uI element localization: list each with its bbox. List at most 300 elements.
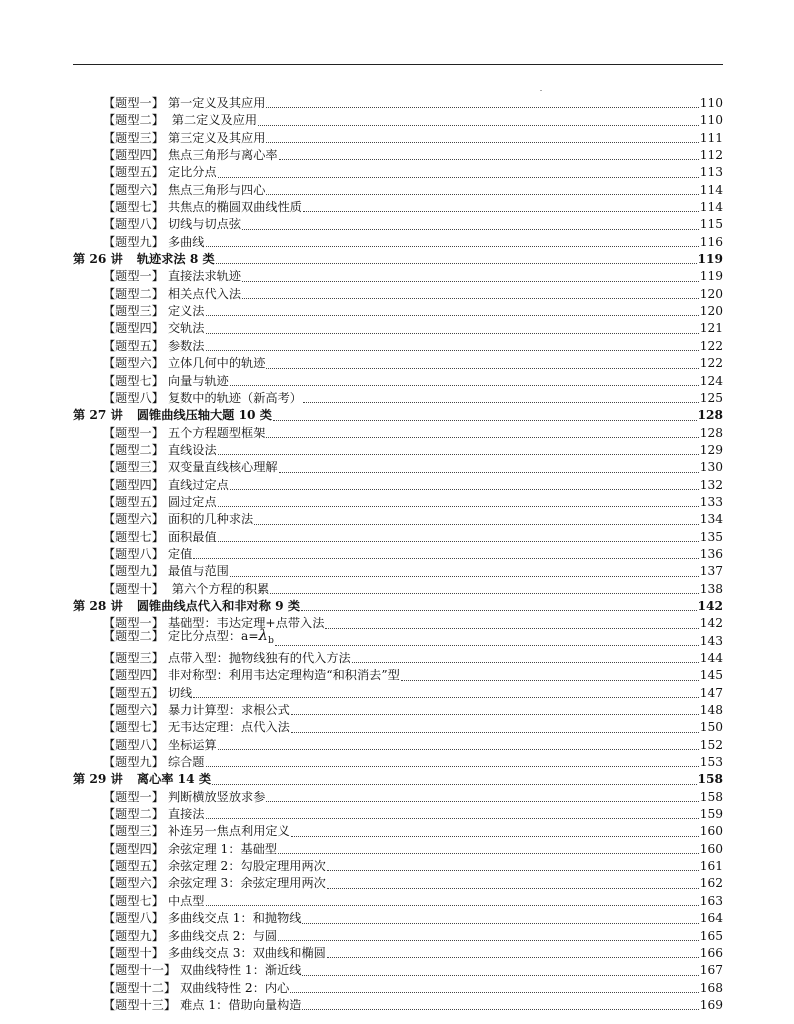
toc-chapter-entry[interactable]: [73, 598, 723, 615]
dot-leader: [291, 713, 699, 715]
toc-entry-label: [103, 650, 351, 667]
page-number: 128: [697, 408, 723, 423]
dot-leader: [270, 592, 698, 594]
toc-entry[interactable]: [73, 459, 723, 476]
entry-title: 坐标运算: [167, 737, 217, 752]
toc-entry[interactable]: [73, 511, 723, 528]
page-number: 113: [699, 165, 723, 180]
dot-leader: [278, 852, 699, 854]
page-number: 119: [697, 252, 723, 267]
toc-entry[interactable]: [73, 858, 723, 875]
toc-entry[interactable]: [73, 494, 723, 511]
toc-entry-label: [103, 893, 205, 910]
page-number: 163: [699, 893, 723, 908]
question-type-tag: 【题型六】: [103, 356, 164, 371]
entry-title: 多曲线交点 3：双曲线和椭圆: [167, 945, 326, 960]
page-number: 125: [699, 390, 723, 405]
page-number: 144: [699, 651, 723, 665]
toc-entry[interactable]: [73, 841, 723, 858]
dot-leader: [206, 817, 699, 819]
toc-entry-label: [103, 130, 265, 147]
toc-chapter-entry[interactable]: [73, 407, 723, 424]
page-number: 169: [699, 997, 723, 1012]
toc-entry[interactable]: [73, 945, 723, 962]
lambda-symbol: λ: [258, 625, 269, 644]
entry-title: 五个方程题型框架: [167, 425, 266, 440]
entry-title: 余弦定理 3：余弦定理用两次: [167, 876, 326, 891]
page-number: 130: [699, 460, 723, 475]
toc-entry-label: [103, 962, 301, 979]
question-type-tag: 【题型二】: [103, 628, 164, 643]
page-number: 143: [699, 633, 723, 648]
dot-leader: [242, 297, 699, 299]
entry-title: 双变量直线核心理解: [167, 460, 278, 475]
dot-leader: [266, 800, 698, 802]
toc-entry-label: [103, 234, 205, 251]
entry-title: 定义法: [167, 304, 205, 319]
dot-leader: [327, 956, 699, 958]
toc-entry-label: [103, 199, 302, 216]
toc-entry-label: [103, 494, 217, 511]
toc-entry[interactable]: [73, 320, 723, 337]
page-number: 137: [699, 564, 723, 579]
dot-leader: [273, 419, 697, 421]
page-number: 164: [699, 911, 723, 926]
dot-leader: [216, 262, 697, 264]
dot-leader: [301, 609, 697, 611]
toc-entry-label: [103, 789, 265, 806]
entry-title: 面积的几种求法: [167, 512, 254, 527]
dot-leader: [206, 349, 699, 351]
entry-title: 余弦定理 2：勾股定理用两次: [167, 859, 326, 874]
dot-leader: [212, 783, 697, 785]
toc-entry-label: [103, 529, 217, 546]
entry-title: 第二定义及应用: [167, 113, 258, 128]
question-type-tag: 【题型六】: [103, 182, 164, 197]
entry-title: 双曲线特性 2：内心: [180, 980, 290, 995]
toc-entry-label: [103, 685, 192, 702]
question-type-tag: 【题型七】: [103, 529, 164, 544]
page-number: 135: [699, 529, 723, 544]
question-type-tag: 【题型一】: [103, 96, 164, 110]
dot-leader: [291, 835, 699, 837]
question-type-tag: 【题型七】: [103, 200, 164, 215]
toc-entry-label: [103, 286, 241, 303]
toc-entry[interactable]: [73, 685, 723, 702]
entry-title: 定值: [167, 546, 193, 561]
page-number: 134: [699, 512, 723, 527]
page-number: 166: [699, 945, 723, 960]
entry-title: 离心率 14 类: [136, 772, 212, 787]
page-number: 120: [699, 304, 723, 319]
entry-title: 相关点代入法: [167, 286, 242, 301]
entry-title: 难点 1：借助向量构造: [180, 997, 302, 1012]
question-type-tag: 【题型八】: [103, 390, 164, 405]
toc-entry-label: [103, 806, 205, 823]
page-number: 116: [699, 234, 723, 249]
toc-entry[interactable]: [73, 199, 723, 216]
toc-entry[interactable]: [73, 477, 723, 494]
toc-entry[interactable]: [73, 390, 723, 407]
page-number: 142: [699, 616, 723, 631]
question-type-tag: 【题型四】: [103, 668, 164, 683]
entry-title: 共焦点的椭圆双曲线性质: [167, 200, 302, 215]
dot-leader: [206, 245, 699, 247]
page-number: 165: [699, 928, 723, 943]
toc-entry-label: [73, 771, 211, 788]
question-type-tag: 【题型六】: [103, 876, 164, 891]
page-number: 115: [699, 217, 723, 232]
entry-title: 圆锥曲线压轴大题 10 类: [136, 408, 272, 423]
entry-title: 多曲线: [167, 234, 205, 249]
chapter-number: 第 27 讲: [73, 408, 123, 423]
entry-title: 第一定义及其应用: [167, 96, 266, 110]
dot-leader: [290, 991, 698, 993]
entry-title: 轨迹求法 8 类: [136, 252, 215, 267]
page-number: 138: [699, 581, 723, 596]
question-type-tag: 【题型四】: [103, 477, 164, 492]
toc-entry[interactable]: [73, 182, 723, 199]
toc-chapter-entry[interactable]: [73, 251, 723, 268]
question-type-tag: 【题型八】: [103, 546, 164, 561]
toc-entry[interactable]: [73, 823, 723, 840]
toc-entry[interactable]: [73, 529, 723, 546]
question-type-tag: 【题型二】: [103, 286, 164, 301]
dot-leader: [242, 228, 699, 230]
entry-title: 立体几何中的轨迹: [167, 356, 266, 371]
toc-entry[interactable]: [73, 286, 723, 303]
entry-title: 定比分点: [167, 165, 217, 180]
toc-entry-label: [103, 216, 241, 233]
toc-entry-label: [103, 754, 205, 771]
toc-entry-label: [103, 667, 400, 684]
toc-entry[interactable]: [73, 130, 723, 147]
question-type-tag: 【题型九】: [103, 564, 164, 579]
dot-leader: [279, 471, 699, 473]
toc-entry[interactable]: [73, 719, 723, 736]
page-number: 148: [699, 703, 723, 718]
entry-title: 交轨法: [167, 321, 205, 336]
toc-entry[interactable]: [73, 650, 723, 667]
page-number: 142: [697, 598, 723, 613]
toc-entry-label: [103, 997, 301, 1014]
toc-chapter-entry[interactable]: [73, 771, 723, 788]
question-type-tag: 【题型九】: [103, 928, 164, 943]
toc-entry-label: [103, 477, 229, 494]
toc-entry[interactable]: [73, 425, 723, 442]
toc-entry[interactable]: [73, 95, 723, 112]
entry-title: 直接法求轨迹: [167, 269, 242, 284]
dot-leader: [193, 557, 698, 559]
page-number: 145: [699, 668, 723, 683]
question-type-tag: 【题型七】: [103, 373, 164, 388]
toc-entry[interactable]: [73, 581, 723, 598]
dot-leader: [218, 505, 699, 507]
dot-leader: [266, 106, 698, 108]
entry-title: 多曲线交点 1：和抛物线: [167, 911, 302, 926]
toc-entry-label: [103, 702, 290, 719]
toc-entry-label: [103, 459, 278, 476]
page-number: 120: [699, 286, 723, 301]
entry-title: 余弦定理 1：基础型: [167, 841, 278, 856]
page-number: 112: [699, 148, 723, 163]
toc-entry[interactable]: [73, 216, 723, 233]
question-type-tag: 【题型三】: [103, 651, 164, 665]
entry-title: 最值与范围: [167, 564, 229, 579]
page-number: 128: [699, 425, 723, 440]
entry-title: 面积最值: [167, 529, 217, 544]
question-type-tag: 【题型四】: [103, 841, 164, 856]
dot-leader: [258, 124, 699, 126]
dot-leader: [266, 436, 698, 438]
page-number: 160: [699, 824, 723, 839]
question-type-tag: 【题型五】: [103, 338, 164, 353]
dot-leader: [254, 523, 698, 525]
toc-entry-label: [103, 182, 265, 199]
entry-title: 双曲线特性 1：渐近线: [180, 963, 302, 978]
toc-entry[interactable]: [73, 164, 723, 181]
question-type-tag: 【题型六】: [103, 512, 164, 527]
toc-entry[interactable]: [73, 147, 723, 164]
dot-leader: [230, 488, 699, 490]
page-number: 152: [699, 737, 723, 752]
toc-entry[interactable]: [73, 355, 723, 372]
question-type-tag: 【题型八】: [103, 737, 164, 752]
dot-leader: [206, 332, 699, 334]
toc-entry[interactable]: [73, 303, 723, 320]
dot-leader: [275, 644, 699, 646]
toc-entry-label: [103, 563, 229, 580]
dot-leader: [327, 887, 699, 889]
toc-entry[interactable]: [73, 112, 723, 129]
toc-entry-label: [103, 355, 265, 372]
toc-entry-label: [73, 251, 215, 268]
chapter-number: 第 28 讲: [73, 598, 123, 613]
page-number: 129: [699, 442, 723, 457]
page-number: 133: [699, 494, 723, 509]
page-number: 160: [699, 841, 723, 856]
dot-leader: [302, 974, 698, 976]
entry-title: 第三定义及其应用: [167, 130, 266, 145]
chapter-number: 第 26 讲: [73, 252, 123, 267]
toc-entry-label: [103, 945, 326, 962]
question-type-tag: 【题型二】: [103, 807, 164, 822]
dot-leader: [230, 575, 699, 577]
page-number: 110: [699, 113, 723, 128]
question-type-tag: 【题型二】: [103, 113, 164, 128]
toc-entry[interactable]: [73, 702, 723, 719]
entry-title: 基础型：韦达定理+点带入法: [167, 616, 325, 631]
toc-entry[interactable]: [73, 546, 723, 563]
toc-entry[interactable]: [73, 893, 723, 910]
toc-entry[interactable]: [73, 442, 723, 459]
question-type-tag: 【题型九】: [103, 234, 164, 249]
question-type-tag: 【题型十三】: [103, 997, 177, 1012]
toc-entry[interactable]: [73, 373, 723, 390]
toc-entry-label: [103, 338, 205, 355]
entry-title: 焦点三角形与离心率: [167, 148, 278, 163]
entry-title: 复数中的轨迹（新高考）: [167, 390, 302, 405]
question-type-tag: 【题型一】: [103, 425, 164, 440]
dot-leader: [325, 627, 698, 629]
entry-title: 多曲线交点 2：与圆: [167, 928, 278, 943]
question-type-tag: 【题型五】: [103, 494, 164, 509]
toc-entry-label: [103, 390, 302, 407]
entry-title: 第六个方程的积累: [167, 581, 270, 596]
dot-leader: [401, 679, 699, 681]
toc-entry-label: [103, 910, 301, 927]
toc-entry-label: [103, 841, 277, 858]
toc-entry-label: [103, 112, 257, 129]
toc-entry[interactable]: [73, 875, 723, 892]
toc-entry-label: [103, 442, 217, 459]
entry-title: 补连另一焦点利用定义: [167, 824, 290, 839]
toc-entry[interactable]: [73, 625, 723, 650]
toc-entry[interactable]: [73, 997, 723, 1014]
entry-title: 切线: [167, 685, 193, 700]
dot-leader: [218, 453, 699, 455]
toc-entry-label: [73, 407, 272, 424]
page-number: 110: [699, 96, 723, 110]
toc-entry[interactable]: [73, 910, 723, 927]
dot-leader: [206, 904, 699, 906]
toc-entry-label: [103, 858, 326, 875]
toc-entry-label: [103, 268, 241, 285]
toc-entry-label: [103, 875, 326, 892]
question-type-tag: 【题型三】: [103, 130, 164, 145]
dot-leader: [266, 193, 698, 195]
toc-entry[interactable]: [73, 563, 723, 580]
question-type-tag: 【题型一】: [103, 269, 164, 284]
entry-title: 直线过定点: [167, 477, 229, 492]
toc-entry[interactable]: [73, 806, 723, 823]
question-type-tag: 【题型二】: [103, 442, 164, 457]
page-number: 119: [699, 269, 723, 284]
dot-leader: [218, 748, 699, 750]
page-number: 122: [699, 338, 723, 353]
dot-leader: [303, 210, 699, 212]
toc-entry[interactable]: [73, 789, 723, 806]
toc-entry-label: [103, 627, 274, 650]
chapter-number: 第 29 讲: [73, 772, 123, 787]
question-type-tag: 【题型八】: [103, 911, 164, 926]
question-type-tag: 【题型五】: [103, 859, 164, 874]
toc-entry-label: [103, 581, 269, 598]
page-number: 159: [699, 807, 723, 822]
page-number: 111: [699, 130, 723, 145]
page-number: 147: [699, 685, 723, 700]
question-type-tag: 【题型十二】: [103, 980, 177, 995]
question-type-tag: 【题型四】: [103, 148, 164, 163]
entry-title: 直接法: [167, 807, 205, 822]
toc-entry-label: [103, 823, 290, 840]
dot-leader: [242, 280, 699, 282]
question-type-tag: 【题型一】: [103, 789, 164, 804]
page-number: 158: [697, 772, 723, 787]
entry-title: 综合题: [167, 755, 205, 770]
page-number: 132: [699, 477, 723, 492]
page-number: 124: [699, 373, 723, 388]
question-type-tag: 【题型十】: [103, 945, 164, 960]
question-type-tag: 【题型七】: [103, 893, 164, 908]
question-type-tag: 【题型一】: [103, 616, 164, 631]
question-type-tag: 【题型七】: [103, 720, 164, 735]
toc-entry[interactable]: [73, 234, 723, 251]
dot-leader: [291, 731, 699, 733]
lambda-subscript: b: [268, 635, 274, 646]
question-type-tag: 【题型九】: [103, 755, 164, 770]
page-number: 167: [699, 963, 723, 978]
toc-entry[interactable]: [73, 737, 723, 754]
page-number: 121: [699, 321, 723, 336]
entry-title: 圆锥曲线点代入和非对称 9 类: [136, 598, 301, 613]
entry-title: 无韦达定理：点代入法: [167, 720, 290, 735]
entry-title: 定比分点型：a=: [167, 628, 259, 643]
entry-title: 焦点三角形与四心: [167, 182, 266, 197]
dot-leader: [302, 922, 698, 924]
dot-leader: [302, 1008, 698, 1010]
toc-entry[interactable]: [73, 754, 723, 771]
page-number: 158: [699, 789, 723, 804]
toc-entry[interactable]: [73, 928, 723, 945]
dot-leader: [206, 314, 699, 316]
dot-leader: [218, 176, 699, 178]
dot-leader: [266, 141, 698, 143]
toc-entry[interactable]: [73, 962, 723, 979]
question-type-tag: 【题型五】: [103, 165, 164, 180]
dot-leader: [278, 939, 699, 941]
dot-leader: [218, 540, 699, 542]
question-type-tag: 【题型十一】: [103, 963, 177, 978]
entry-title: 暴力计算型：求根公式: [167, 703, 290, 718]
toc-entry-label: [103, 320, 205, 337]
toc-entry-label: [103, 303, 205, 320]
page-number: 136: [699, 546, 723, 561]
toc-entry[interactable]: [73, 667, 723, 684]
page-number: 114: [699, 182, 723, 197]
toc-entry-label: [103, 737, 217, 754]
scan-speck: [540, 90, 542, 91]
question-type-tag: 【题型六】: [103, 703, 164, 718]
toc-entry-label: [103, 546, 192, 563]
toc-entry[interactable]: [73, 268, 723, 285]
dot-leader: [206, 765, 699, 767]
dot-leader: [193, 696, 698, 698]
entry-title: 直线设法: [167, 442, 217, 457]
table-of-contents: [73, 95, 723, 1014]
toc-entry-label: [103, 164, 217, 181]
entry-title: 圆过定点: [167, 494, 217, 509]
dot-leader: [352, 661, 699, 663]
question-type-tag: 【题型三】: [103, 304, 164, 319]
toc-entry-label: [103, 980, 289, 997]
dot-leader: [266, 367, 698, 369]
page-number: 114: [699, 200, 723, 215]
question-type-tag: 【题型八】: [103, 217, 164, 232]
toc-entry[interactable]: [73, 338, 723, 355]
question-type-tag: 【题型四】: [103, 321, 164, 336]
dot-leader: [327, 869, 699, 871]
entry-title: 判断横放竖放求参: [167, 789, 266, 804]
toc-entry-label: [103, 719, 290, 736]
entry-title: 参数法: [167, 338, 205, 353]
toc-entry-label: [103, 95, 265, 112]
toc-entry[interactable]: [73, 980, 723, 997]
question-type-tag: 【题型十】: [103, 581, 164, 596]
toc-entry-label: [103, 425, 265, 442]
dot-leader: [279, 158, 699, 160]
header-rule: [73, 64, 723, 65]
